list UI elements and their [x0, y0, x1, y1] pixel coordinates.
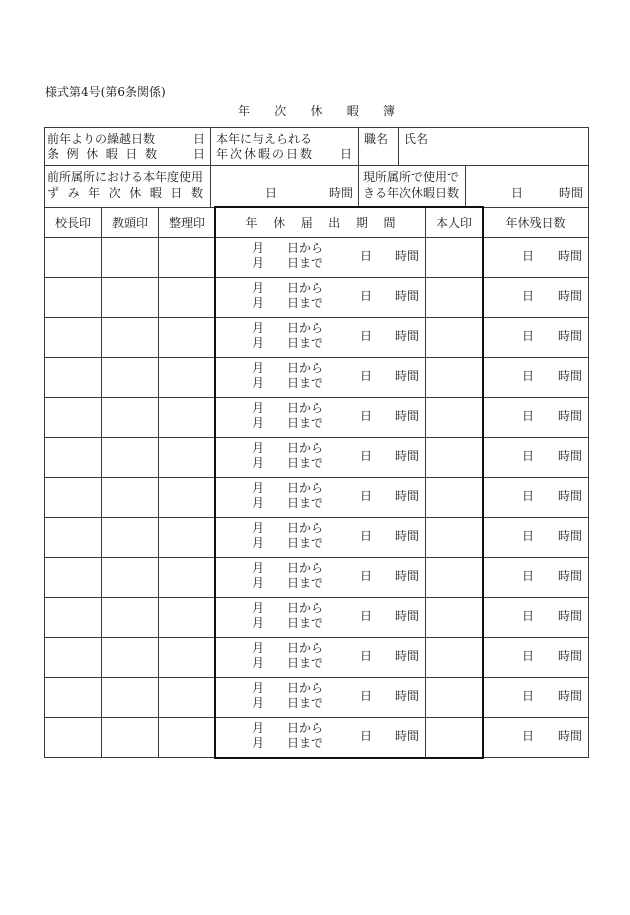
job-title-label: 職名	[364, 132, 389, 146]
table-row	[0, 437, 630, 478]
form-title: 年 次 休 暇 簿	[238, 104, 395, 118]
table-row	[0, 397, 630, 438]
from-day-label: 日から	[287, 521, 324, 535]
to-month-label: 月	[252, 656, 265, 670]
to-day-label: 日まで	[287, 656, 324, 670]
remaining-days-unit: 日	[522, 649, 535, 663]
remaining-days-unit: 日	[522, 689, 535, 703]
from-month-label: 月	[252, 361, 265, 375]
vice-principal-seal-cell	[101, 277, 159, 318]
column-header-applicant-seal: 本人印	[425, 207, 483, 238]
column-header-leave-period-cell	[215, 207, 426, 238]
to-month-label: 月	[252, 376, 265, 390]
ordinance-label: 条 例 休 暇 日 数	[47, 147, 157, 161]
remaining-hours-unit: 時間	[558, 449, 583, 463]
principal-seal-cell	[44, 557, 102, 598]
period-hours-unit: 時間	[395, 689, 420, 703]
to-day-label: 日まで	[287, 576, 324, 590]
to-month-label: 月	[252, 456, 265, 470]
table-row	[0, 477, 630, 518]
vice-principal-seal-cell	[101, 637, 159, 678]
remaining-days-unit: 日	[522, 249, 535, 263]
to-month-label: 月	[252, 496, 265, 510]
available-day-unit: 日	[511, 186, 524, 200]
to-day-label: 日まで	[287, 696, 324, 710]
period-hours-unit: 時間	[395, 569, 420, 583]
from-day-label: 日から	[287, 601, 324, 615]
clerk-seal-cell	[158, 717, 216, 758]
principal-seal-cell	[44, 437, 102, 478]
table-row	[0, 597, 630, 638]
period-days-unit: 日	[360, 649, 373, 663]
from-month-label: 月	[252, 681, 265, 695]
table-row	[0, 357, 630, 398]
principal-seal-cell	[44, 277, 102, 318]
vice-principal-seal-cell	[101, 477, 159, 518]
principal-seal-cell	[44, 357, 102, 398]
clerk-seal-cell	[158, 357, 216, 398]
to-month-label: 月	[252, 256, 265, 270]
period-days-unit: 日	[360, 729, 373, 743]
vice-principal-seal-cell	[101, 717, 159, 758]
column-header-clerk-seal: 整理印	[158, 207, 216, 238]
remaining-hours-unit: 時間	[558, 369, 583, 383]
vice-principal-seal-cell	[101, 317, 159, 358]
to-day-label: 日まで	[287, 336, 324, 350]
prev-used-hour-unit: 時間	[329, 186, 354, 200]
remaining-hours-unit: 時間	[558, 409, 583, 423]
clerk-seal-cell	[158, 277, 216, 318]
from-month-label: 月	[252, 441, 265, 455]
from-day-label: 日から	[287, 721, 324, 735]
remaining-hours-unit: 時間	[558, 729, 583, 743]
clerk-seal-cell	[158, 677, 216, 718]
clerk-seal-cell	[158, 317, 216, 358]
remaining-hours-unit: 時間	[558, 329, 583, 343]
from-day-label: 日から	[287, 321, 324, 335]
period-hours-unit: 時間	[395, 529, 420, 543]
prev-used-label-line1: 前所属所における本年度使用	[47, 170, 204, 184]
to-month-label: 月	[252, 736, 265, 750]
remaining-hours-unit: 時間	[558, 489, 583, 503]
principal-seal-cell	[44, 397, 102, 438]
vice-principal-seal-cell	[101, 437, 159, 478]
vice-principal-seal-cell	[101, 517, 159, 558]
vice-principal-seal-cell	[101, 397, 159, 438]
clerk-seal-cell	[158, 517, 216, 558]
to-day-label: 日まで	[287, 496, 324, 510]
principal-seal-cell	[44, 317, 102, 358]
table-row	[0, 517, 630, 558]
applicant-seal-cell	[425, 477, 483, 518]
to-day-label: 日まで	[287, 456, 324, 470]
to-day-label: 日まで	[287, 376, 324, 390]
granted-label-line2: 年次休暇の日数	[216, 147, 312, 161]
remaining-days-unit: 日	[522, 409, 535, 423]
to-month-label: 月	[252, 536, 265, 550]
clerk-seal-cell	[158, 477, 216, 518]
to-month-label: 月	[252, 336, 265, 350]
period-days-unit: 日	[360, 489, 373, 503]
applicant-seal-cell	[425, 277, 483, 318]
to-day-label: 日まで	[287, 736, 324, 750]
remaining-days-unit: 日	[522, 529, 535, 543]
to-month-label: 月	[252, 576, 265, 590]
period-days-unit: 日	[360, 529, 373, 543]
from-month-label: 月	[252, 601, 265, 615]
available-label-line2: きる年次休暇日数	[363, 186, 460, 200]
ordinance-unit: 日	[193, 147, 206, 161]
period-days-unit: 日	[360, 409, 373, 423]
remaining-hours-unit: 時間	[558, 289, 583, 303]
applicant-seal-cell	[425, 317, 483, 358]
period-hours-unit: 時間	[395, 729, 420, 743]
period-hours-unit: 時間	[395, 369, 420, 383]
period-days-unit: 日	[360, 329, 373, 343]
applicant-seal-cell	[425, 397, 483, 438]
principal-seal-cell	[44, 677, 102, 718]
clerk-seal-cell	[158, 397, 216, 438]
to-day-label: 日まで	[287, 536, 324, 550]
to-month-label: 月	[252, 696, 265, 710]
to-month-label: 月	[252, 416, 265, 430]
principal-seal-cell	[44, 517, 102, 558]
applicant-seal-cell	[425, 237, 483, 278]
clerk-seal-cell	[158, 437, 216, 478]
vice-principal-seal-cell	[101, 557, 159, 598]
carryover-label: 前年よりの繰越日数	[47, 132, 156, 146]
column-header-principal-seal: 校長印	[44, 207, 102, 238]
available-label-line1: 現所属所で使用で	[363, 170, 460, 184]
remaining-days-unit: 日	[522, 289, 535, 303]
applicant-seal-cell	[425, 437, 483, 478]
remaining-hours-unit: 時間	[558, 569, 583, 583]
clerk-seal-cell	[158, 597, 216, 638]
from-day-label: 日から	[287, 641, 324, 655]
to-month-label: 月	[252, 296, 265, 310]
period-days-unit: 日	[360, 609, 373, 623]
period-hours-unit: 時間	[395, 609, 420, 623]
period-days-unit: 日	[360, 249, 373, 263]
column-header-vice-principal-seal: 教頭印	[101, 207, 159, 238]
remaining-hours-unit: 時間	[558, 649, 583, 663]
from-day-label: 日から	[287, 681, 324, 695]
period-days-unit: 日	[360, 449, 373, 463]
period-hours-unit: 時間	[395, 289, 420, 303]
from-month-label: 月	[252, 481, 265, 495]
column-header-leave-period: 年 休 届 出 期 間	[245, 215, 396, 230]
applicant-seal-cell	[425, 717, 483, 758]
table-row	[0, 717, 630, 758]
table-row	[0, 277, 630, 318]
table-row	[0, 237, 630, 278]
period-hours-unit: 時間	[395, 489, 420, 503]
vice-principal-seal-cell	[101, 677, 159, 718]
table-row	[0, 637, 630, 678]
applicant-seal-cell	[425, 677, 483, 718]
remaining-days-unit: 日	[522, 449, 535, 463]
principal-seal-cell	[44, 597, 102, 638]
from-day-label: 日から	[287, 241, 324, 255]
table-row	[0, 677, 630, 718]
principal-seal-cell	[44, 477, 102, 518]
period-days-unit: 日	[360, 689, 373, 703]
applicant-seal-cell	[425, 517, 483, 558]
vice-principal-seal-cell	[101, 237, 159, 278]
from-month-label: 月	[252, 521, 265, 535]
from-month-label: 月	[252, 721, 265, 735]
clerk-seal-cell	[158, 557, 216, 598]
from-month-label: 月	[252, 641, 265, 655]
granted-unit: 日	[340, 147, 353, 161]
table-row	[0, 317, 630, 358]
period-hours-unit: 時間	[395, 329, 420, 343]
applicant-seal-cell	[425, 637, 483, 678]
from-day-label: 日から	[287, 401, 324, 415]
remaining-days-unit: 日	[522, 569, 535, 583]
applicant-seal-cell	[425, 357, 483, 398]
remaining-days-unit: 日	[522, 729, 535, 743]
period-days-unit: 日	[360, 289, 373, 303]
vice-principal-seal-cell	[101, 597, 159, 638]
clerk-seal-cell	[158, 637, 216, 678]
clerk-seal-cell	[158, 237, 216, 278]
from-month-label: 月	[252, 561, 265, 575]
to-month-label: 月	[252, 616, 265, 630]
principal-seal-cell	[44, 237, 102, 278]
column-header-remaining: 年休残日数	[482, 207, 589, 238]
table-row	[0, 557, 630, 598]
carryover-unit: 日	[193, 132, 206, 146]
remaining-hours-unit: 時間	[558, 609, 583, 623]
to-day-label: 日まで	[287, 616, 324, 630]
from-day-label: 日から	[287, 481, 324, 495]
vice-principal-seal-cell	[101, 357, 159, 398]
remaining-days-unit: 日	[522, 489, 535, 503]
from-month-label: 月	[252, 321, 265, 335]
applicant-seal-cell	[425, 597, 483, 638]
period-hours-unit: 時間	[395, 449, 420, 463]
from-day-label: 日から	[287, 441, 324, 455]
to-day-label: 日まで	[287, 416, 324, 430]
from-month-label: 月	[252, 281, 265, 295]
remaining-days-unit: 日	[522, 329, 535, 343]
name-label: 氏名	[404, 132, 429, 146]
to-day-label: 日まで	[287, 296, 324, 310]
from-month-label: 月	[252, 401, 265, 415]
remaining-days-unit: 日	[522, 369, 535, 383]
granted-label-line1: 本年に与えられる	[216, 132, 313, 146]
from-month-label: 月	[252, 241, 265, 255]
available-hour-unit: 時間	[559, 186, 584, 200]
from-day-label: 日から	[287, 361, 324, 375]
period-hours-unit: 時間	[395, 649, 420, 663]
form-number: 様式第4号(第6条関係)	[45, 85, 166, 99]
prev-used-label-line2: ず み 年 次 休 暇 日 数	[47, 186, 203, 200]
remaining-hours-unit: 時間	[558, 249, 583, 263]
period-days-unit: 日	[360, 569, 373, 583]
principal-seal-cell	[44, 637, 102, 678]
principal-seal-cell	[44, 717, 102, 758]
period-hours-unit: 時間	[395, 409, 420, 423]
applicant-seal-cell	[425, 557, 483, 598]
period-hours-unit: 時間	[395, 249, 420, 263]
remaining-hours-unit: 時間	[558, 689, 583, 703]
from-day-label: 日から	[287, 281, 324, 295]
from-day-label: 日から	[287, 561, 324, 575]
remaining-hours-unit: 時間	[558, 529, 583, 543]
to-day-label: 日まで	[287, 256, 324, 270]
period-days-unit: 日	[360, 369, 373, 383]
prev-used-day-unit: 日	[265, 186, 278, 200]
remaining-days-unit: 日	[522, 609, 535, 623]
